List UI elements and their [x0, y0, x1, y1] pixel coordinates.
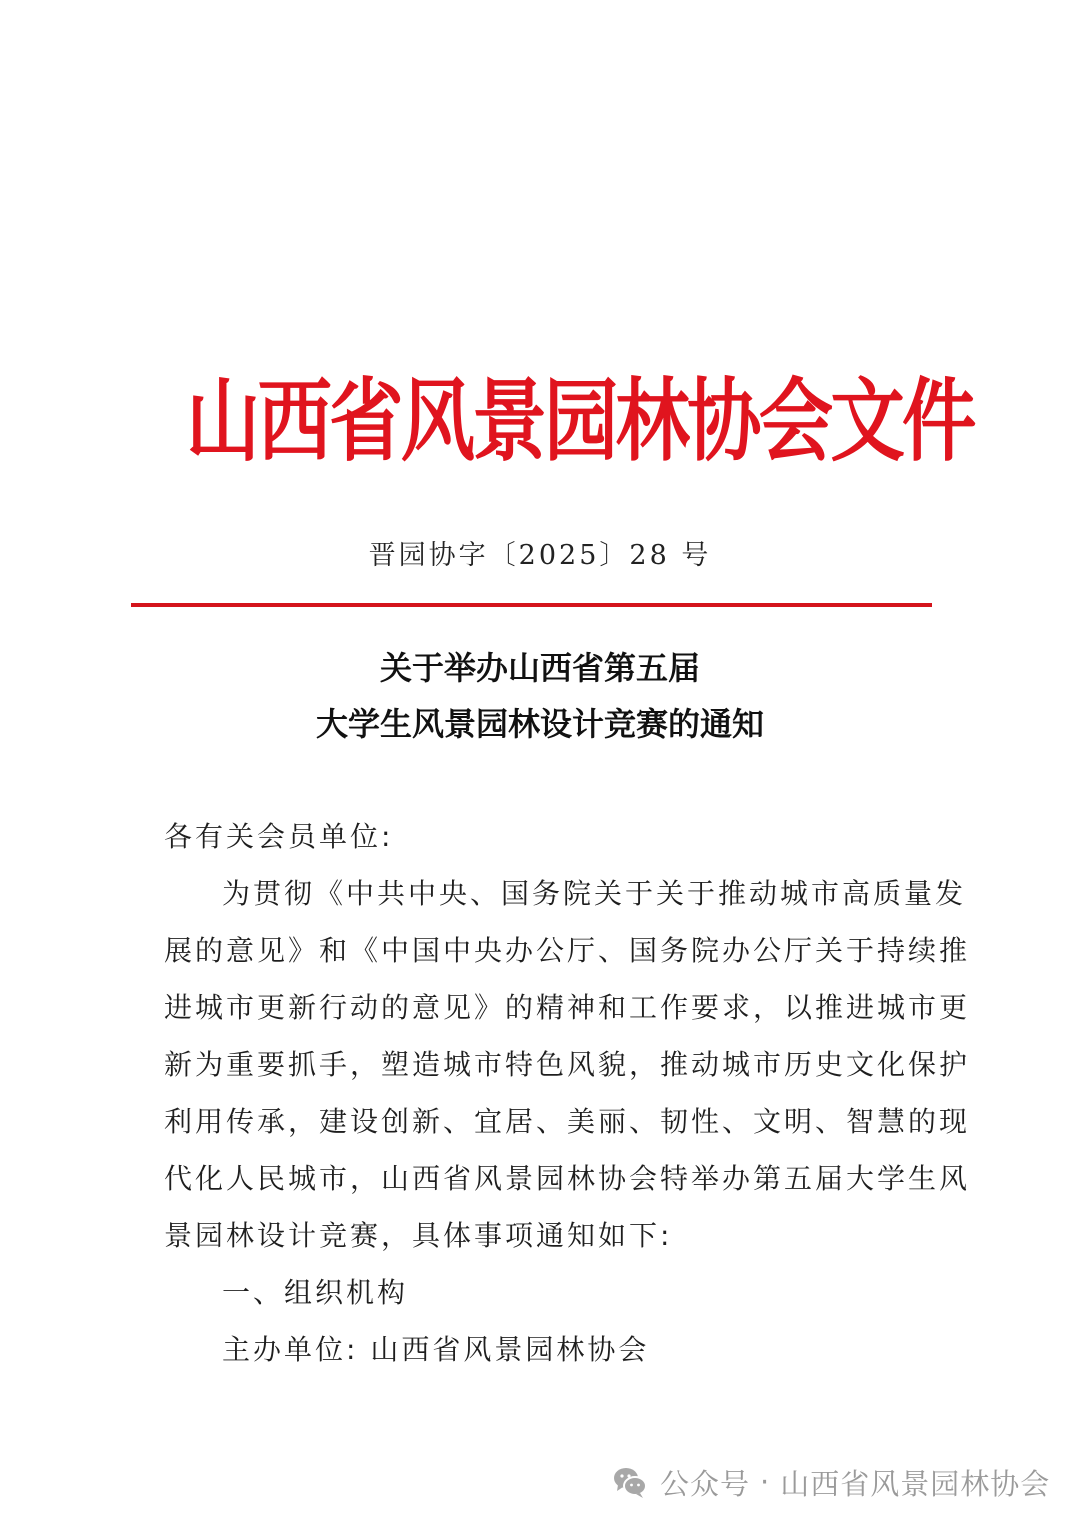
- watermark-prefix: 公众号: [660, 1466, 751, 1501]
- section-heading: 一、组织机构: [222, 1276, 409, 1309]
- document-number: 晋园协字〔2025〕28 号: [368, 540, 712, 571]
- notice-title-line-2: 大学生风景园林设计竞赛的通知: [315, 705, 764, 743]
- salutation: 各有关会员单位:: [164, 820, 394, 853]
- paragraph-line: 新为重要抓手，塑造城市特色风貌，推动城市历史文化保护: [164, 1048, 971, 1081]
- red-divider: [131, 603, 932, 607]
- notice-body: [164, 808, 971, 1378]
- paragraph-line: 展的意见》和《中国中央办公厅、国务院办公厅关于持续推: [164, 934, 971, 967]
- watermark-separator: ·: [760, 1465, 771, 1499]
- watermark-account-name: 山西省风景园林协会: [780, 1466, 1051, 1501]
- wechat-icon: [612, 1465, 648, 1499]
- paragraph-line: 代化人民城市，山西省风景园林协会特举办第五届大学生风: [164, 1162, 971, 1195]
- wechat-watermark: [612, 1460, 1050, 1504]
- notice-title: [0, 640, 1080, 752]
- masthead-title: 山西省风景园林协会文件: [185, 369, 974, 474]
- paragraph-line: 进城市更新行动的意见》的精神和工作要求，以推进城市更: [164, 991, 971, 1024]
- organizer-line: 主办单位: 山西省风景园林协会: [222, 1333, 650, 1366]
- paragraph-line: 利用传承，建设创新、宜居、美丽、韧性、文明、智慧的现: [164, 1105, 971, 1138]
- notice-title-line-1: 关于举办山西省第五届: [379, 649, 700, 687]
- paragraph-line: 景园林设计竞赛，具体事项通知如下:: [164, 1219, 673, 1252]
- paragraph-line: 为贯彻《中共中央、国务院关于关于推动城市高质量发: [222, 877, 967, 910]
